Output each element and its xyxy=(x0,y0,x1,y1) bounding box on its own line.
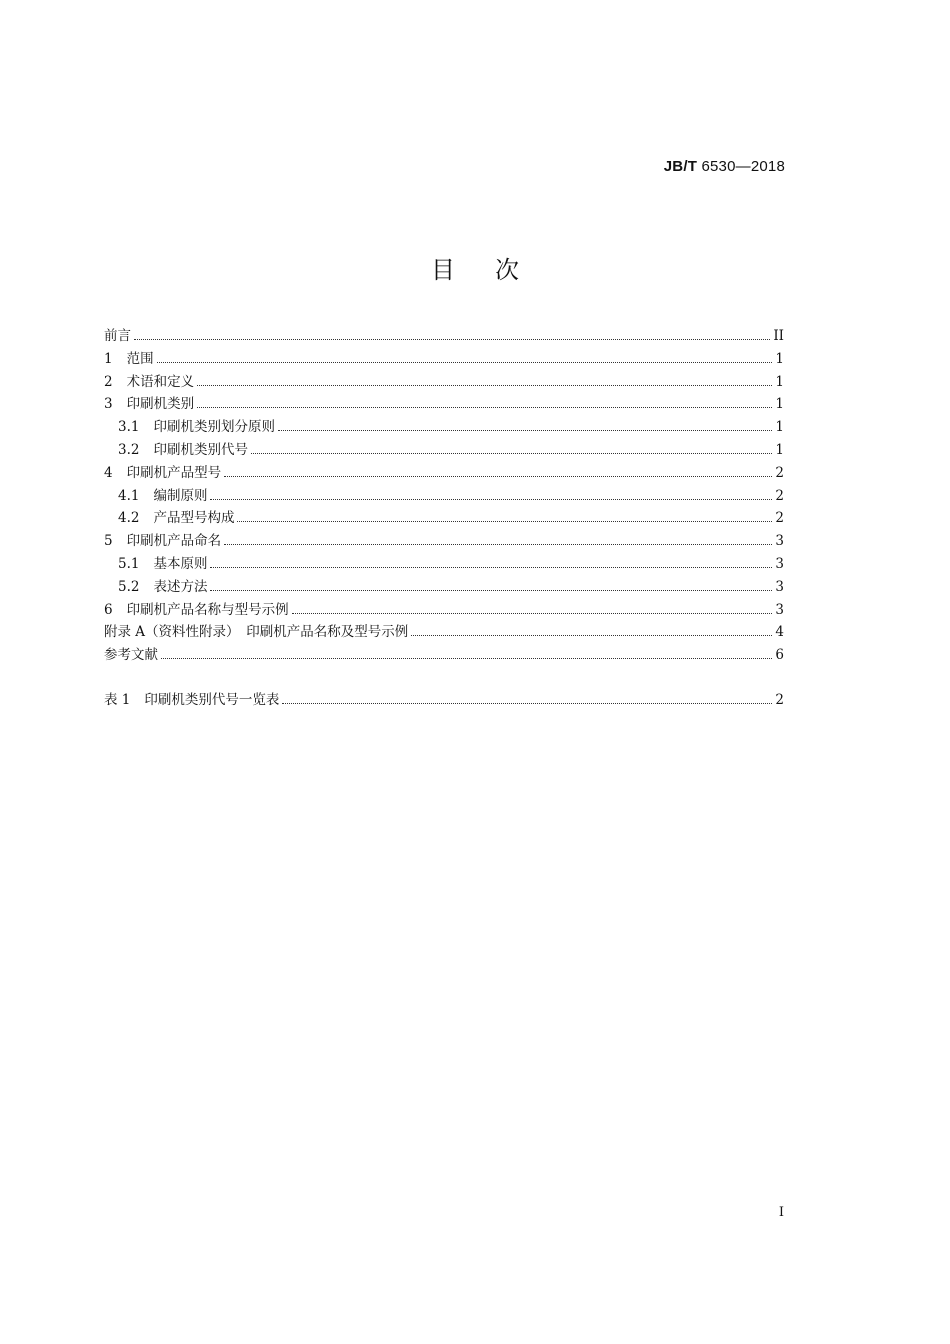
dot-leader xyxy=(224,476,772,477)
dot-leader xyxy=(224,544,772,545)
toc-entry[interactable] xyxy=(104,643,784,666)
toc-entry-label: 编制原则 xyxy=(153,487,208,504)
dot-leader xyxy=(278,430,772,431)
toc-entry-label: 印刷机产品型号 xyxy=(126,464,222,481)
toc-entry[interactable] xyxy=(104,620,784,643)
toc-entry-number: 5.1 xyxy=(118,555,140,572)
dot-leader xyxy=(210,499,772,500)
toc-entry-number: 2 xyxy=(104,373,113,390)
toc-entry-number: 4 xyxy=(104,464,113,481)
toc-entry-page: 1 xyxy=(775,441,784,458)
toc-entry-label: 范围 xyxy=(126,350,154,367)
toc-entry-number: 5.2 xyxy=(118,578,140,595)
dot-leader xyxy=(210,590,772,591)
dot-leader xyxy=(197,385,772,386)
toc-entry-page: 2 xyxy=(775,487,784,504)
dot-leader xyxy=(237,521,772,522)
toc-entry[interactable] xyxy=(104,324,784,347)
toc-entry[interactable] xyxy=(104,347,784,370)
toc-entry-label: 印刷机类别代号一览表 xyxy=(144,692,280,708)
toc-entry-page: 3 xyxy=(775,533,784,550)
toc-entry[interactable] xyxy=(104,370,784,393)
dot-leader xyxy=(134,339,770,340)
toc-entry-label: 表述方法 xyxy=(153,578,208,595)
toc-entry-page: 3 xyxy=(775,555,784,572)
toc-entry-page: 1 xyxy=(775,396,784,413)
toc-entry-page: 1 xyxy=(775,350,784,367)
toc-entry-number: 4.2 xyxy=(118,510,140,527)
toc-entry-page: II xyxy=(773,328,784,344)
toc-entry-page: 6 xyxy=(775,647,784,664)
toc-entry-number: 3.1 xyxy=(118,419,140,436)
toc-entry[interactable] xyxy=(104,529,784,552)
toc-entry-label: 印刷机类别 xyxy=(126,396,195,413)
toc-entry-label: 参考文献 xyxy=(104,647,158,664)
toc-entry[interactable] xyxy=(104,438,784,461)
toc-entry-label: 印刷机类别代号 xyxy=(153,441,248,458)
list-of-tables xyxy=(104,688,784,711)
toc-entry-number: 1 xyxy=(104,350,113,367)
dot-leader xyxy=(251,453,772,454)
toc-entry[interactable] xyxy=(104,688,784,711)
standard-prefix: JB/T xyxy=(663,158,698,175)
toc-entry[interactable] xyxy=(104,506,784,529)
dot-leader xyxy=(197,407,772,408)
toc-entry-page: 1 xyxy=(775,373,784,390)
dot-leader xyxy=(411,635,772,636)
toc-entry[interactable] xyxy=(104,484,784,507)
dot-leader xyxy=(210,567,772,568)
toc-entry[interactable] xyxy=(104,552,784,575)
dot-leader xyxy=(161,658,772,659)
toc-entry-page: 3 xyxy=(775,578,784,595)
toc-entry-label: 印刷机类别划分原则 xyxy=(153,419,275,436)
toc-entry-page: 4 xyxy=(775,624,784,641)
toc-entry[interactable] xyxy=(104,461,784,484)
toc-entry-label: 术语和定义 xyxy=(126,373,195,390)
table-of-contents xyxy=(104,324,784,666)
toc-entry-number: 4.1 xyxy=(118,487,140,504)
footer-page-number: I xyxy=(778,1205,784,1220)
toc-entry-page: 2 xyxy=(775,464,784,481)
toc-entry-label: 产品型号构成 xyxy=(153,510,235,527)
toc-entry-label: 基本原则 xyxy=(153,555,208,572)
toc-entry-number: 5 xyxy=(104,533,113,550)
toc-entry-page: 2 xyxy=(775,510,784,527)
toc-entry-number: 6 xyxy=(104,601,113,618)
dot-leader xyxy=(292,613,773,614)
dot-leader xyxy=(157,362,773,363)
page-title: 目次 xyxy=(431,256,559,284)
toc-entry-page: 2 xyxy=(775,692,784,708)
toc-entry-number: 表 1 xyxy=(104,692,131,708)
toc-entry-label: 前言 xyxy=(104,328,131,344)
toc-entry-number: 3.2 xyxy=(118,441,140,458)
standard-number: 6530—2018 xyxy=(701,158,785,175)
dot-leader xyxy=(282,703,772,704)
toc-entry-label: 附录 A（资料性附录） 印刷机产品名称及型号示例 xyxy=(104,624,409,641)
toc-entry[interactable] xyxy=(104,415,784,438)
toc-entry[interactable] xyxy=(104,598,784,621)
toc-entry[interactable] xyxy=(104,392,784,415)
toc-entry-label: 印刷机产品命名 xyxy=(126,533,222,550)
toc-entry-page: 3 xyxy=(775,601,784,618)
toc-entry-label: 印刷机产品名称与型号示例 xyxy=(126,601,289,618)
standard-code xyxy=(664,158,785,175)
toc-entry-page: 1 xyxy=(775,419,784,436)
toc-entry-number: 3 xyxy=(104,396,113,413)
toc-entry[interactable] xyxy=(104,575,784,598)
